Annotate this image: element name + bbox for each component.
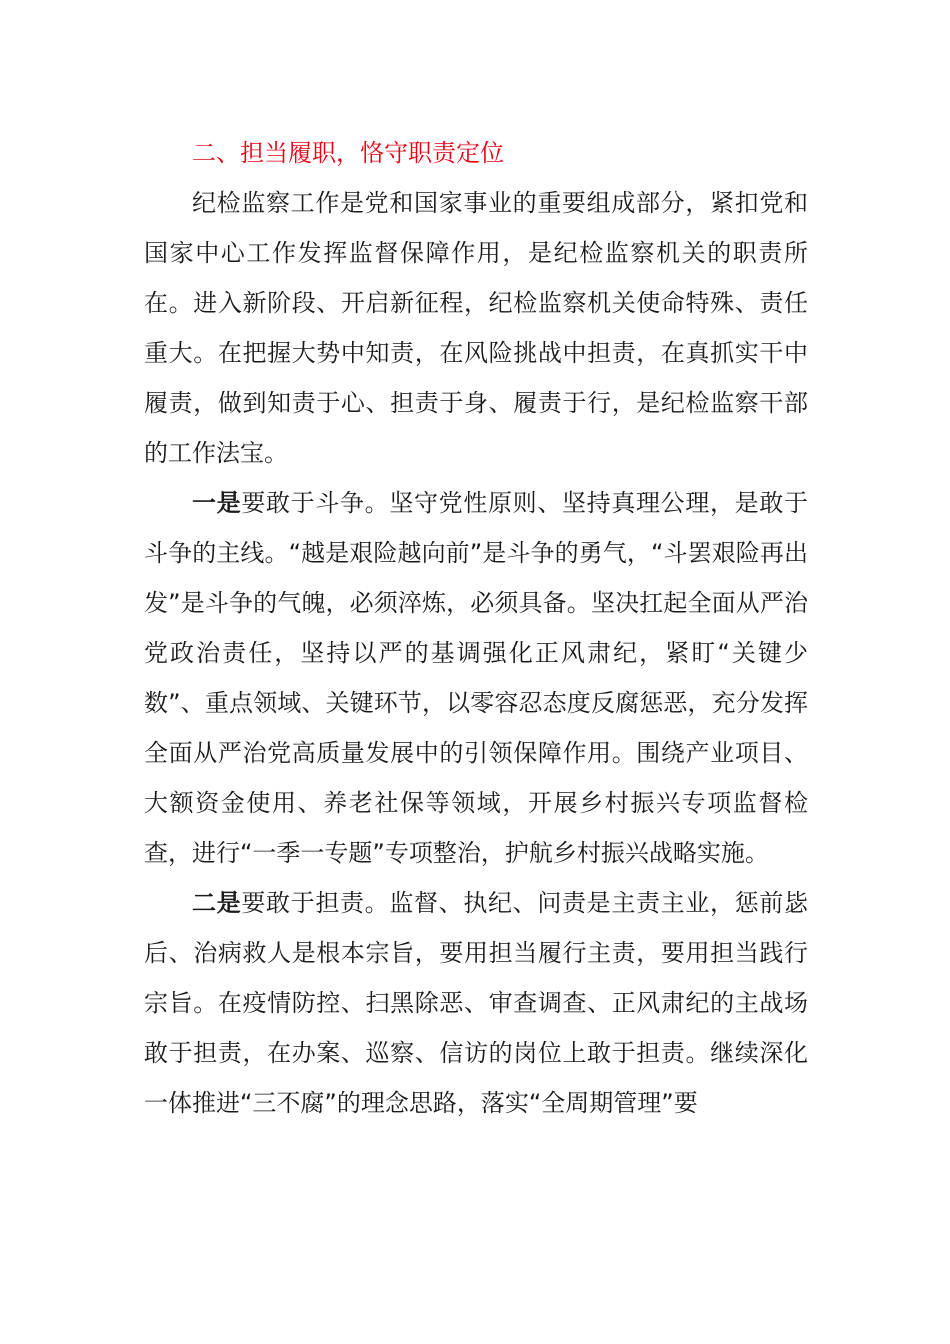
point-one-paragraph [144,478,808,878]
document-body [144,128,808,1128]
point-two-text: 要敢于担责。监督、执纪、问责是主责主业，惩前毖后、治病救人是根本宗旨，要用担当履行主责，要用担当践行宗旨。在疫情防控、扫黑除恶、审查调查、正风肃纪的主战场敢于担责，在办案、巡察、信访的岗位上敢于担责。继续深化一体推进“三不腐”的理念思路，落实“全周期管理”要 [144,889,809,1117]
intro-paragraph: 纪检监察工作是党和国家事业的重要组成部分，紧扣党和国家中心工作发挥监督保障作用，是纪检监察机关的职责所在。进入新阶段、开启新征程，纪检监察机关使命特殊、责任重大。在把握大势中知责，在风险挑战中担责，在真抓实干中履责，做到知责于心、担责于身、履责于行，是纪检监察干部的工作法宝。 [144,189,808,467]
section-heading: 二、担当履职，恪守职责定位 [192,139,504,167]
point-two-paragraph [144,878,808,1128]
point-two-lead: 二是 [192,889,242,917]
point-one-lead: 一是 [192,489,242,517]
point-one-text: 要敢于斗争。坚守党性原则、坚持真理公理，是敢于斗争的主线。“越是艰险越向前”是斗争的勇气，“斗罢艰险再出发”是斗争的气魄，必须淬炼，必须具备。坚决扛起全面从严治党政治责任，坚持以严的基调强化正风肃纪，紧盯“关键少数”、重点领域、关键环节，以零容忍态度反腐惩恶，充分发挥全面从严治党高质量发展中的引领保障作用。围绕产业项目、大额资金使用、养老社保等领域，开展乡村振兴专项监督检查，进行“一季一专题”专项整治，护航乡村振兴战略实施。 [144,489,809,867]
